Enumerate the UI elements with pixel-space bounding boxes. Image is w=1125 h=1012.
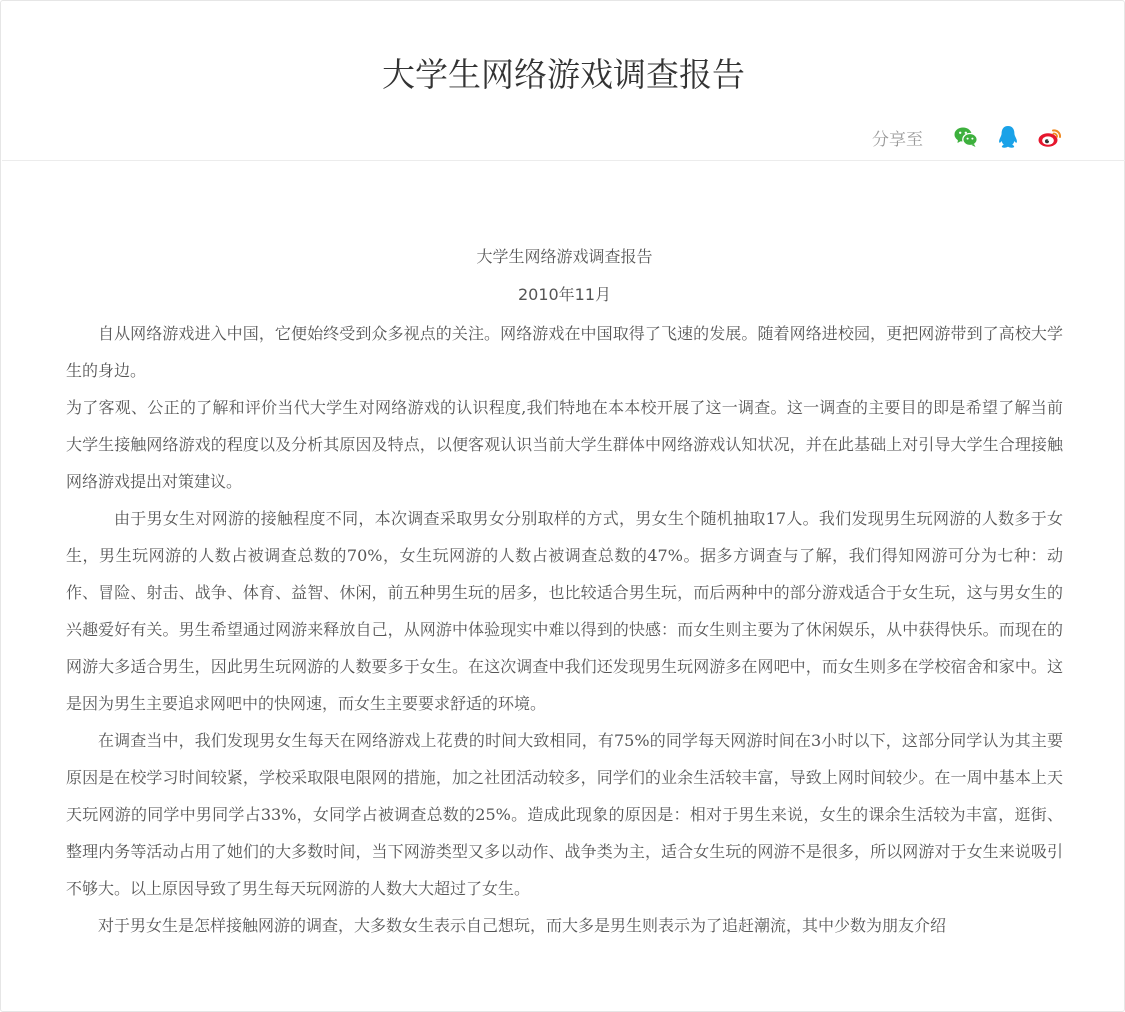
article-header	[2, 2, 1125, 161]
wechat-icon[interactable]	[953, 124, 979, 150]
qq-icon[interactable]	[995, 124, 1021, 150]
article-body	[66, 241, 1063, 944]
paragraph: 由于男女生对网游的接触程度不同，本次调查采取男女分别取样的方式，男女生个随机抽取17人。我们发现男生玩网游的人数多于女生，男生玩网游的人数占被调查总数的70%，女生玩网游的人数占被调查总数的47%。据多方调查与了解，我们得知网游可分为七种：动作、冒险、射击、战争、体育、益智、休闲，前五种男生玩的居多，也比较适合男生玩，而后两种中的部分游戏适合于女生玩，这与男女生的兴趣爱好有关。男生希望通过网游来释放自己，从网游中体验现实中难以得到的快感：而女生则主要为了休闲娱乐，从中获得快乐。而现在的网游大多适合男生，因此男生玩网游的人数要多于女生。在这次调查中我们还发现男生玩网游多在网吧中，而女生则多在学校宿舍和家中。这是因为男生主要追求网吧中的快网速，而女生主要要求舒适的环境。	[66, 509, 1063, 713]
body-subtitle: 大学生网络游戏调查报告	[476, 247, 653, 266]
paragraph: 在调查当中，我们发现男女生每天在网络游戏上花费的时间大致相同，有75%的同学每天网游时间在3小时以下，这部分同学认为其主要原因是在校学习时间较紧，学校采取限电限网的措施，加之社团活动较多，同学们的业余生活较丰富，导致上网时间较少。在一周中基本上天天玩网游的同学中男同学占33%，女同学占被调查总数的25%。造成此现象的原因是：相对于男生来说，女生的课余生活较为丰富，逛街、整理内务等活动占用了她们的大多数时间，当下网游类型又多以动作、战争类为主，适合女生玩的网游不是很多，所以网游对于女生来说吸引不够大。以上原因导致了男生每天玩网游的人数大大超过了女生。	[66, 731, 1063, 898]
share-label: 分享至	[872, 129, 923, 150]
paragraph: 为了客观、公正的了解和评价当代大学生对网络游戏的认识程度,我们特地在本本校开展了这一调查。这一调查的主要目的即是希望了解当前大学生接触网络游戏的程度以及分析其原因及特点，以便客观认识当前大学生群体中网络游戏认知状况，并在此基础上对引导大学生合理接触网络游戏提出对策建议。	[66, 398, 1063, 491]
report-date: 2010年11月	[517, 285, 612, 304]
page-title: 大学生网络游戏调查报告	[382, 55, 745, 94]
share-bar	[872, 122, 1063, 152]
paragraph: 自从网络游戏进入中国，它便始终受到众多视点的关注。网络游戏在中国取得了飞速的发展。随着网络进校园，更把网游带到了高校大学生的身边。	[66, 324, 1063, 380]
weibo-icon[interactable]	[1037, 124, 1063, 150]
paragraph: 对于男女生是怎样接触网游的调查，大多数女生表示自己想玩，而大多是男生则表示为了追赶潮流，其中少数为朋友介绍	[98, 916, 947, 935]
